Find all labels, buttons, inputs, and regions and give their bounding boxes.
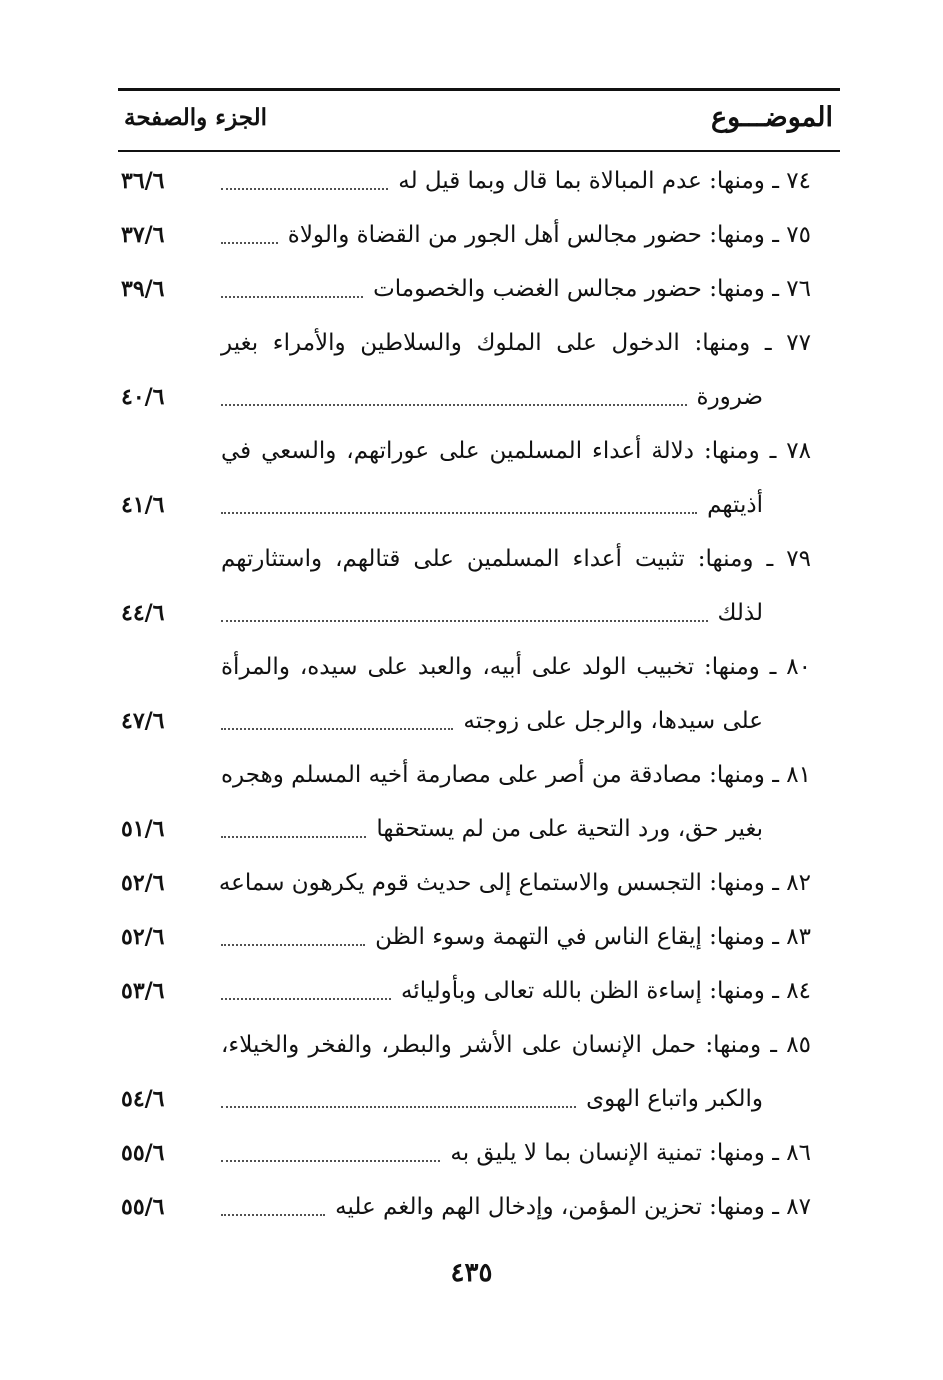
- toc-entry-text: لذلك: [717, 600, 763, 626]
- toc-entry-continuation: [121, 482, 811, 536]
- toc-entry: [121, 320, 811, 428]
- toc-entry-line: [121, 158, 811, 212]
- toc-entry: [121, 1184, 811, 1238]
- toc-entry: [121, 428, 811, 536]
- toc-entry: [121, 266, 811, 320]
- toc-entry-line: [221, 752, 811, 806]
- toc-entry-text: ضرورة: [696, 384, 763, 410]
- toc-entry: [121, 212, 811, 266]
- dot-leader: [221, 158, 388, 190]
- toc-entry-page-ref: ٥٤/٦: [121, 1086, 165, 1112]
- toc-entry-text: ٨٠ ـ ومنها: تخبيب الولد على أبيه، والعبد على سيده، والمرأة: [221, 654, 811, 680]
- dot-leader: [221, 914, 365, 946]
- toc-entry-page-ref: ٤٠/٦: [121, 384, 165, 410]
- toc-entry-page-ref: ٣٩/٦: [121, 276, 165, 302]
- toc-entry-continuation: [121, 1076, 811, 1130]
- toc-entry-text: ٧٨ ـ ومنها: دلالة أعداء المسلمين على عوراتهم، والسعي في: [221, 438, 811, 464]
- toc-entry-text: ٨٥ ـ ومنها: حمل الإنسان على الأشر والبطر، والفخر والخيلاء،: [221, 1032, 811, 1058]
- toc-entry-text: ٧٩ ـ ومنها: تثبيت أعداء المسلمين على قتالهم، واستثارتهم: [221, 546, 811, 572]
- toc-entry-text: ٧٦ ـ ومنها: حضور مجالس الغضب والخصومات: [373, 276, 811, 302]
- toc-entry-page-ref: ٤١/٦: [121, 492, 165, 518]
- toc-entry-continuation: [121, 374, 811, 428]
- toc-entry-text: ٨٢ ـ ومنها: التجسس والاستماع إلى حديث قوم يكرهون سماعه: [218, 870, 811, 896]
- toc-entry-page-ref: ٥٥/٦: [121, 1194, 165, 1220]
- toc-entry: [121, 158, 811, 212]
- toc-entry: [121, 1130, 811, 1184]
- toc-entry-page-ref: ٥٢/٦: [121, 870, 165, 896]
- top-rule: [118, 88, 840, 91]
- page-number: ٤٣٥: [450, 1258, 493, 1288]
- toc-entry-text: ٧٥ ـ ومنها: حضور مجالس أهل الجور من القضاة والولاة: [287, 222, 811, 248]
- toc-entry: [121, 752, 811, 860]
- toc-entry-page-ref: ٣٦/٦: [121, 168, 165, 194]
- dot-leader: [221, 806, 366, 838]
- toc-entry-text: ٧٤ ـ ومنها: عدم المبالاة بما قال وبما قيل له: [398, 168, 811, 194]
- toc-entry-line: [121, 968, 811, 1022]
- dot-leader: [221, 1130, 440, 1162]
- toc-entry: [121, 860, 811, 914]
- dot-leader: [221, 1076, 576, 1108]
- toc-entry-text: ٨١ ـ ومنها: مصادقة من أصر على مصارمة أخيه المسلم وهجره: [221, 762, 811, 788]
- toc-entry-page-ref: ٥٣/٦: [121, 978, 165, 1004]
- toc-entry-page-ref: ٥٢/٦: [121, 924, 165, 950]
- toc-entry-line: [121, 914, 811, 968]
- toc-entry-text: بغير حق، ورد التحية على من لم يستحقها: [376, 816, 763, 842]
- toc-entry-continuation: [121, 590, 811, 644]
- toc-entry-line: [121, 1130, 811, 1184]
- toc-entry-line: [121, 266, 811, 320]
- toc-entry: [121, 1022, 811, 1130]
- dot-leader: [221, 1184, 325, 1216]
- header-rule: [118, 150, 840, 152]
- toc-entry-continuation: [121, 806, 811, 860]
- toc-entry-page-ref: ٤٧/٦: [121, 708, 165, 734]
- dot-leader: [221, 266, 363, 298]
- toc-entry-text: أذيتهم: [707, 492, 763, 518]
- dot-leader: [221, 374, 687, 406]
- header-page-label: الجزء والصفحة: [124, 104, 268, 131]
- toc-entry-page-ref: ٤٤/٦: [121, 600, 165, 626]
- toc-entries: [121, 158, 811, 1238]
- toc-entry-text: ٨٧ ـ ومنها: تحزين المؤمن، وإدخال الهم والغم عليه: [335, 1194, 811, 1220]
- dot-leader: [221, 482, 697, 514]
- toc-entry-line: [221, 320, 811, 374]
- toc-entry-text: على سيدها، والرجل على زوجته: [463, 708, 763, 734]
- toc-entry: [121, 968, 811, 1022]
- toc-entry-line: [121, 1184, 811, 1238]
- dot-leader: [221, 698, 453, 730]
- toc-entry-text: ٨٤ ـ ومنها: إساءة الظن بالله تعالى وبأوليائه: [400, 978, 811, 1004]
- toc-entry-text: والكبر واتباع الهوى: [586, 1086, 763, 1112]
- toc-entry: [121, 914, 811, 968]
- toc-entry-text: ٨٦ ـ ومنها: تمنية الإنسان بما لا يليق به: [450, 1140, 811, 1166]
- toc-entry-page-ref: ٥١/٦: [121, 816, 165, 842]
- toc-entry-page-ref: ٣٧/٦: [121, 222, 165, 248]
- toc-entry: [121, 644, 811, 752]
- toc-entry-line: [121, 860, 811, 914]
- toc-entry-line: [121, 212, 811, 266]
- toc-entry-continuation: [121, 698, 811, 752]
- toc-entry-page-ref: ٥٥/٦: [121, 1140, 165, 1166]
- header-subject-label: الموضـــوع: [710, 102, 833, 133]
- toc-entry-text: ٨٣ ـ ومنها: إيقاع الناس في التهمة وسوء الظن: [375, 924, 811, 950]
- toc-entry-text: ٧٧ ـ ومنها: الدخول على الملوك والسلاطين والأمراء بغير: [221, 330, 811, 356]
- toc-entry-line: [221, 536, 811, 590]
- toc-entry-line: [221, 428, 811, 482]
- dot-leader: [221, 590, 708, 622]
- toc-entry: [121, 536, 811, 644]
- toc-entry-line: [221, 1022, 811, 1076]
- dot-leader: [221, 968, 391, 1000]
- toc-entry-line: [221, 644, 811, 698]
- dot-leader: [221, 212, 278, 244]
